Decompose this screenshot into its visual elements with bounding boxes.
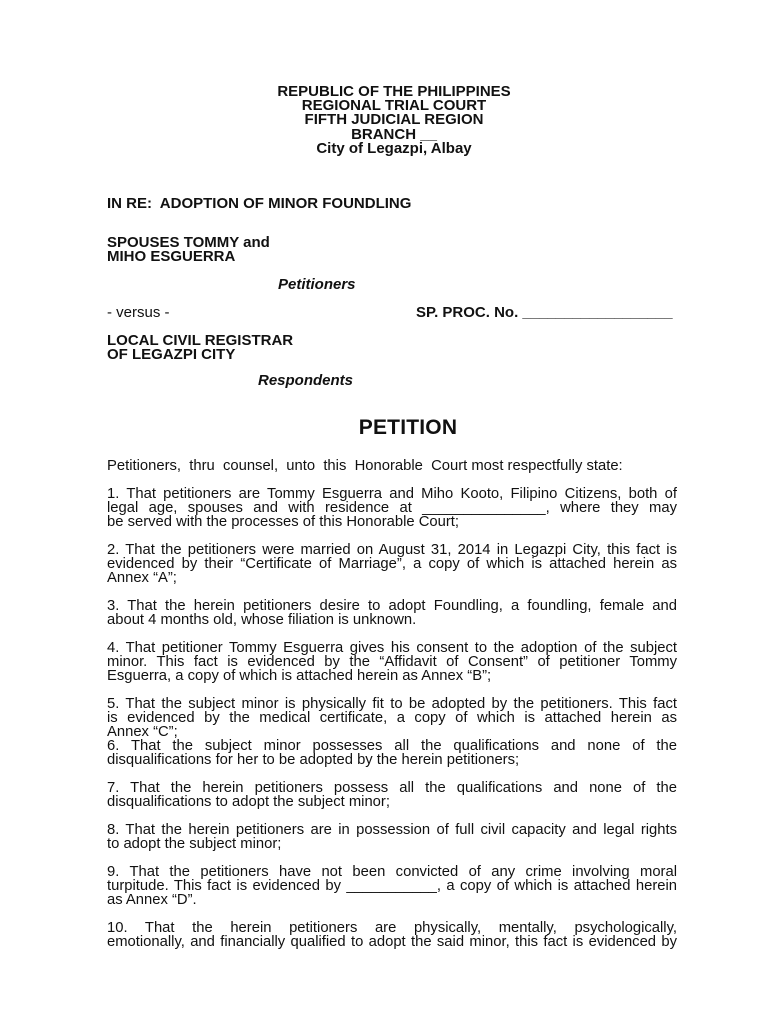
paragraph-1 [107,487,677,529]
paragraph-line: 4. That petitioner Tommy Esguerra gives his consent to the adoption of the subject [107,640,677,656]
document-title: PETITION [358,416,458,439]
paragraph-line: to adopt the subject minor; [107,836,282,852]
paragraph-10 [107,921,677,949]
paragraph-line: 2. That the petitioners were married on August 31, 2014 in Legazpi City, this fact is [107,542,677,558]
paragraph-line: Annex “C”; [107,724,178,740]
petitioners-names [107,236,270,264]
paragraph-9 [107,865,677,907]
respondents-names [107,334,293,362]
paragraph-line: minor. This fact is evidenced by the “Affidavit of Consent” of petitioner Tommy [107,654,677,670]
paragraph-line: disqualifications for her to be adopted by the herein petitioners; [107,752,520,768]
paragraph-line: Annex “A”; [107,570,177,586]
case-title: IN RE: ADOPTION OF MINOR FOUNDLING [107,195,412,212]
header-country: REPUBLIC OF THE PHILIPPINES [277,83,511,100]
paragraph-line: legal age, spouses and with residence at _______________, where they may [107,500,677,516]
paragraph-line: about 4 months old, whose filiation is unknown. [107,612,417,628]
paragraph-line: 9. That the petitioners have not been convicted of any crime involving moral [107,864,677,880]
versus-label: - versus - [107,304,170,321]
paragraph-3 [107,599,677,627]
petition-body [107,459,677,949]
paragraph-line: 5. That the subject minor is physically fit to be adopted by the petitioners. This fact [107,696,677,712]
paragraph-line: 6. That the subject minor possesses all the qualifications and none of the [107,738,677,754]
intro-line: Petitioners, thru counsel, unto this Honorable Court most respectfully state: [107,458,623,474]
petitioners-label: Petitioners [278,276,356,293]
respondents-name-line: LOCAL CIVIL REGISTRAR [107,332,294,349]
paragraph-line: emotionally, and financially qualified to adopt the said minor, this fact is evidenced by [107,934,677,950]
header-city: City of Legazpi, Albay [316,139,472,157]
paragraph-line: as Annex “D”. [107,892,197,908]
paragraph-line: disqualifications to adopt the subject minor; [107,794,390,810]
paragraph-line: be served with the processes of this Honorable Court; [107,514,460,530]
respondents-name-line: OF LEGAZPI CITY [107,346,236,363]
paragraph-7 [107,781,677,809]
paragraph-line: Esguerra, a copy of which is attached herein as Annex “B”; [107,668,492,684]
paragraph-5 [107,697,677,739]
paragraph-line: 3. That the herein petitioners desire to adopt Foundling, a foundling, female and [107,598,677,614]
paragraph-line: turpitude. This fact is evidenced by ___________, a copy of which is attached herein [107,878,677,894]
petitioners-name-line: SPOUSES TOMMY and [107,234,270,251]
paragraph-4 [107,641,677,683]
paragraph-line: 8. That the herein petitioners are in possession of full civil capacity and legal rights [107,822,677,838]
paragraph-6 [107,739,677,767]
header-region: FIFTH JUDICIAL REGION [304,111,484,129]
paragraph-line: 1. That petitioners are Tommy Esguerra and Miho Kooto, Filipino Citizens, both of [107,486,677,502]
paragraph-8 [107,823,677,851]
case-number: SP. PROC. No. __________________ [416,304,673,321]
court-header [109,85,679,156]
header-court: REGIONAL TRIAL COURT [301,97,487,115]
paragraph-line: 7. That the herein petitioners possess all the qualifications and none of the [107,780,677,796]
petitioners-name-line: MIHO ESGUERRA [107,248,236,265]
paragraph-2 [107,543,677,585]
header-branch: BRANCH __ [351,125,437,143]
paragraph-line: evidenced by their “Certificate of Marriage”, a copy of which is attached herein as [107,556,677,572]
respondents-label: Respondents [258,372,354,389]
paragraph-line: 10. That the herein petitioners are physically, mentally, psychologically, [107,920,677,936]
paragraph-line: is evidenced by the medical certificate, a copy of which is attached herein as [107,710,677,726]
